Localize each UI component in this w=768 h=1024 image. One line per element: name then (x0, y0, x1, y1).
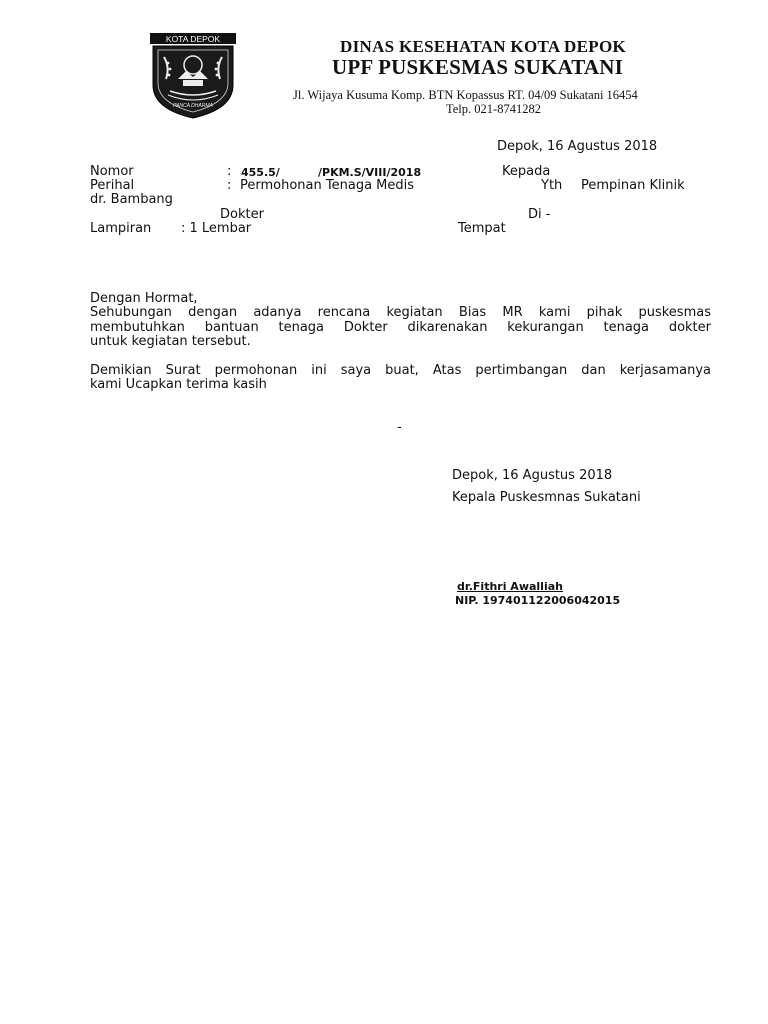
perihal-label: Perihal (90, 178, 135, 193)
nomor-part2: /PKM.S/VIII/2018 (318, 166, 422, 179)
nomor-part1: 455.5/ (241, 166, 280, 179)
recipient-title: Dokter (220, 207, 264, 222)
institution-name: UPF PUSKESMAS SUKATANI (332, 55, 624, 79)
closing-date: Depok, 16 Agustus 2018 (452, 468, 613, 483)
paragraph2-line2: kami Ucapkan terima kasih (90, 377, 267, 392)
kota-depok-logo (150, 33, 236, 119)
logo-label-text: KOTA DEPOK (165, 34, 221, 44)
lampiran-label: Lampiran (90, 221, 152, 236)
recipient-name: dr. Bambang (90, 192, 173, 207)
dash-mark: - (397, 420, 402, 435)
logo-motto-text: PANCA DHARMA (173, 103, 213, 109)
letter-date: Depok, 16 Agustus 2018 (497, 139, 658, 154)
agency-name: DINAS KESEHATAN KOTA DEPOK (340, 37, 626, 56)
greeting: Dengan Hormat, (90, 291, 198, 306)
kepada-label: Kepada (502, 164, 551, 179)
paragraph1-line1: Sehubungan dengan adanya rencana kegiatan Bias MR kami pihak puskesmas (90, 305, 711, 320)
perihal-value: Permohonan Tenaga Medis (240, 178, 415, 193)
paragraph1-line3: untuk kegiatan tersebut. (90, 334, 251, 349)
paragraph2-line1: Demikian Surat permohonan ini saya buat, Atas pertimbangan dan kerjasamanya (90, 363, 711, 378)
paragraph1-line2: membutuhkan bantuan tenaga Dokter dikarenakan kekurangan tenaga dokter (90, 320, 711, 335)
address: Jl. Wijaya Kusuma Komp. BTN Kopassus RT. 04/09 Sukatani 16454 (293, 88, 638, 102)
lampiran-value: : 1 Lembar (181, 221, 252, 236)
tempat-label: Tempat (458, 221, 506, 236)
perihal-separator: : (227, 178, 232, 193)
nomor-label: Nomor (90, 164, 134, 179)
signatory-position: Kepala Puskesmnas Sukatani (452, 490, 641, 505)
di-label: Di - (528, 207, 551, 222)
nomor-separator: : (227, 164, 232, 179)
phone: Telp. 021-8741282 (446, 102, 541, 116)
signatory-name: dr.Fithri Awalliah (457, 580, 563, 593)
yth-label: Yth (541, 178, 563, 193)
signatory-nip: NIP. 197401122006042015 (455, 594, 621, 607)
recipient: Pempinan Klinik (581, 178, 685, 193)
